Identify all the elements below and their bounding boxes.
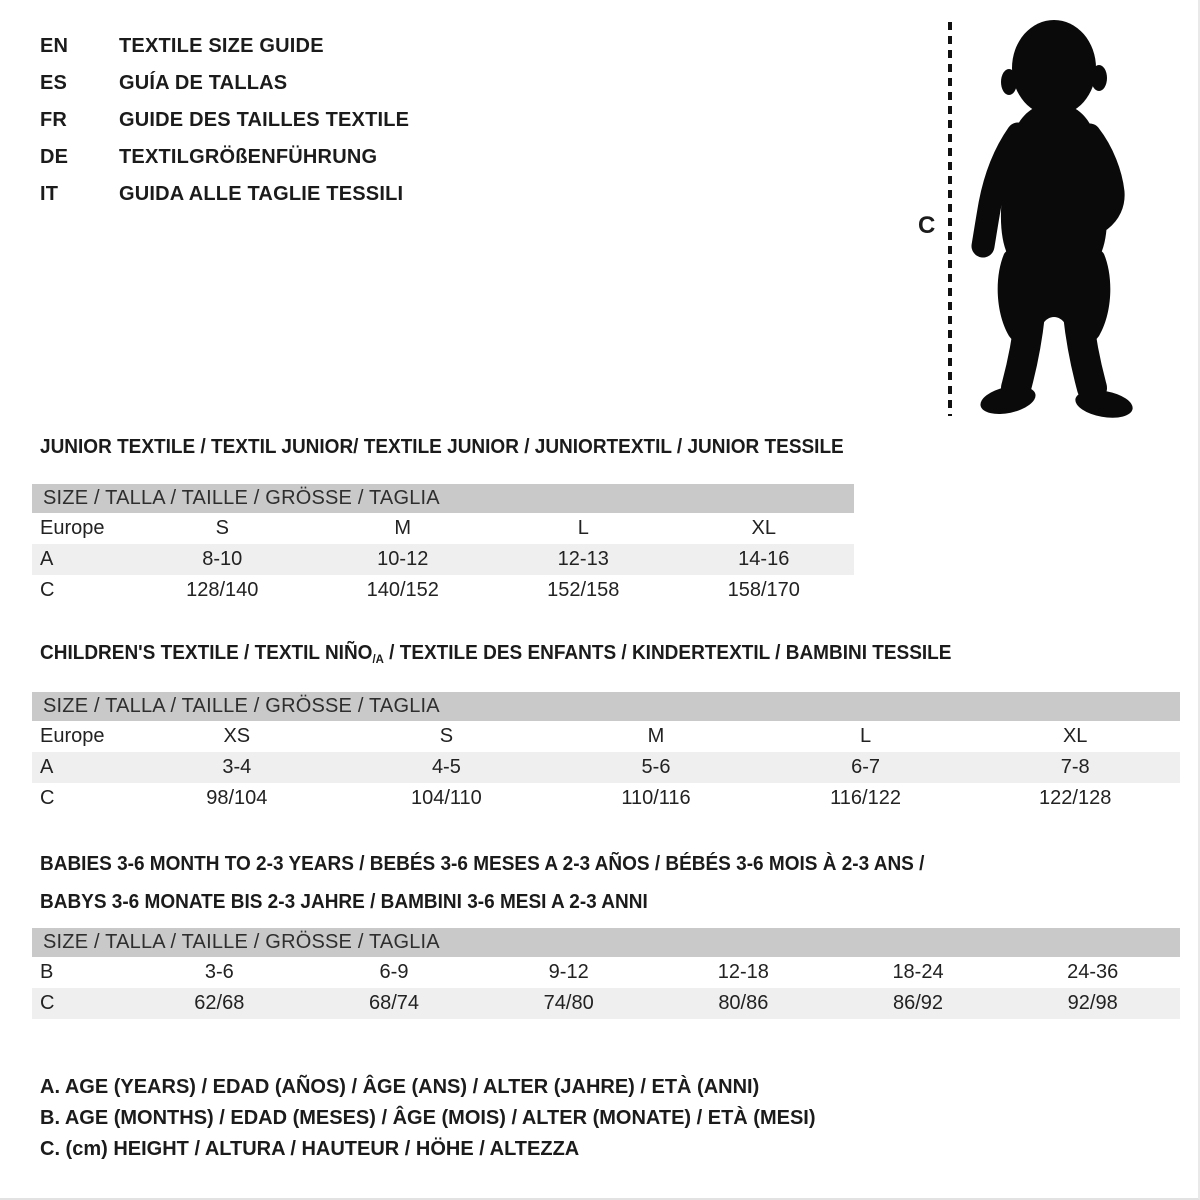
cell: M (647, 725, 665, 747)
cell: 128/140 (186, 579, 259, 601)
children-section-heading (40, 642, 951, 666)
cell: XL (751, 517, 776, 539)
cell: 80/86 (718, 992, 769, 1014)
table-row (32, 988, 1180, 1019)
cell: 14-16 (738, 548, 790, 570)
junior-section-heading: JUNIOR TEXTILE / TEXTIL JUNIOR/ TEXTILE JUNIOR / JUNIORTEXTIL / JUNIOR TESSILE (40, 436, 844, 458)
cell: 12-13 (557, 548, 609, 570)
row-label: C (40, 787, 55, 809)
heading-text: CHILDREN'S TEXTILE / TEXTIL NIÑO (40, 642, 373, 664)
cell: 7-8 (1060, 756, 1090, 778)
legend-line-b: B. AGE (MONTHS) / EDAD (MESES) / ÂGE (MOIS) / ALTER (MONATE) / ETÀ (MESI) (40, 1107, 816, 1129)
cell: 104/110 (410, 787, 482, 809)
cell: 24-36 (1067, 961, 1119, 983)
cell: L (860, 725, 872, 747)
heading-line-1: BABIES 3-6 MONTH TO 2-3 YEARS / BEBÉS 3-6 MESES A 2-3 AÑOS / BÉBÉS 3-6 MOIS À 2-3 ANS / (40, 853, 925, 875)
cell: XL (1062, 725, 1088, 747)
legend-line-c: C. (cm) HEIGHT / ALTURA / HAUTEUR / HÖHE / ALTEZZA (40, 1138, 580, 1160)
row-label: Europe (40, 725, 105, 747)
heading-subscript: /A (372, 652, 384, 666)
cell: 74/80 (543, 992, 594, 1014)
language-title: GUÍA DE TALLAS (119, 72, 288, 94)
cell: 122/128 (1039, 787, 1112, 809)
legend-line-a: A. AGE (YEARS) / EDAD (AÑOS) / ÂGE (ANS) / ALTER (JAHRE) / ETÀ (ANNI) (40, 1076, 760, 1098)
junior-size-table (32, 484, 854, 606)
cell: 3-6 (204, 961, 234, 983)
size-table-header: SIZE / TALLA / TAILLE / GRÖSSE / TAGLIA (32, 928, 1180, 957)
size-table-header: SIZE / TALLA / TAILLE / GRÖSSE / TAGLIA (32, 692, 1180, 721)
size-table-header: SIZE / TALLA / TAILLE / GRÖSSE / TAGLIA (32, 484, 854, 513)
cell: 158/170 (727, 579, 800, 601)
table-row (32, 783, 1180, 814)
cell: 3-4 (222, 756, 252, 778)
cell: 6-7 (851, 756, 881, 778)
cell: 8-10 (202, 548, 243, 570)
cell: L (577, 517, 589, 539)
row-label: C (40, 992, 55, 1014)
table-row (32, 752, 1180, 783)
language-row-fr (40, 102, 409, 139)
babies-section-heading (40, 845, 924, 921)
language-code: FR (40, 109, 68, 131)
row-label: Europe (40, 517, 105, 539)
cell: 62/68 (194, 992, 245, 1014)
babies-size-table (32, 928, 1180, 1019)
cell: XS (223, 725, 251, 747)
cell: 152/158 (547, 579, 620, 601)
row-label: A (40, 756, 54, 778)
table-row (32, 575, 854, 606)
language-row-de (40, 139, 409, 176)
language-code: DE (40, 146, 69, 168)
cell: 12-18 (717, 961, 769, 983)
cell: M (394, 517, 412, 539)
row-label: A (40, 548, 54, 570)
cell: 6-9 (379, 961, 409, 983)
language-code: IT (40, 183, 59, 205)
language-title: GUIDA ALLE TAGLIE TESSILI (119, 183, 404, 205)
language-title: TEXTILE SIZE GUIDE (119, 35, 324, 57)
language-row-en (40, 28, 409, 65)
cell: 9-12 (548, 961, 589, 983)
row-label: B (40, 961, 54, 983)
cell: 5-6 (641, 756, 671, 778)
cell: S (215, 517, 229, 539)
cell: S (439, 725, 454, 747)
cell: 110/116 (621, 787, 691, 809)
height-measure-label: C (918, 212, 936, 239)
cell: 140/152 (366, 579, 439, 601)
language-title: GUIDE DES TAILLES TEXTILE (119, 109, 410, 131)
height-measure-dashed-line (948, 22, 952, 416)
children-size-table (32, 692, 1180, 814)
language-title: TEXTILGRÖßENFÜHRUNG (119, 146, 378, 168)
language-code: EN (40, 35, 69, 57)
table-row (32, 513, 854, 544)
heading-line-2: BABYS 3-6 MONATE BIS 2-3 JAHRE / BAMBINI 3-6 MESI A 2-3 ANNI (40, 891, 648, 913)
cell: 116/122 (830, 787, 901, 809)
cell: 4-5 (431, 756, 461, 778)
heading-text: / TEXTILE DES ENFANTS / KINDERTEXTIL / BAMBINI TESSILE (383, 642, 952, 664)
legend (40, 1072, 816, 1165)
table-row (32, 957, 1180, 988)
cell: 86/92 (892, 992, 944, 1014)
cell: 98/104 (206, 787, 268, 809)
table-row (32, 544, 854, 575)
cell: 92/98 (1067, 992, 1118, 1014)
language-row-it (40, 176, 409, 213)
table-row (32, 721, 1180, 752)
cell: 10-12 (377, 548, 429, 570)
cell: 18-24 (892, 961, 944, 983)
language-code: ES (40, 72, 68, 94)
language-title-list (40, 28, 409, 213)
row-label: C (40, 579, 55, 601)
language-row-es (40, 65, 409, 102)
toddler-silhouette (962, 16, 1137, 418)
cell: 68/74 (368, 992, 420, 1014)
